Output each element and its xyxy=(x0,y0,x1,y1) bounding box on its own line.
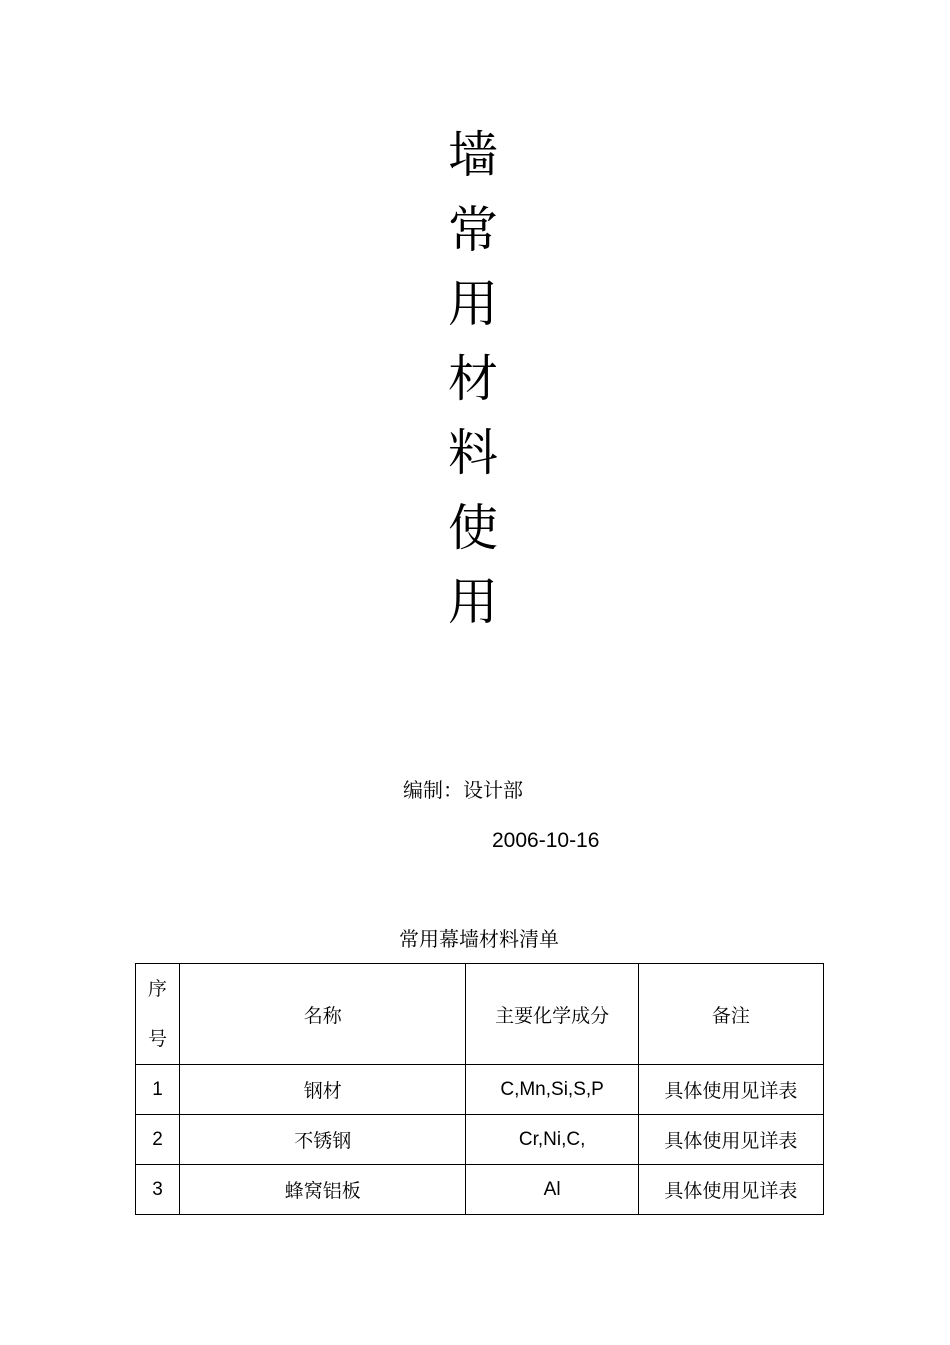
header-seq-line2: 号 xyxy=(148,1028,168,1050)
cell-name: 蜂窝铝板 xyxy=(180,1165,466,1215)
table-row xyxy=(136,1165,824,1215)
cell-note: 具体使用见详表 xyxy=(638,1165,823,1215)
header-name: 名称 xyxy=(180,964,466,1065)
compiler-line: 编制：设计部 xyxy=(403,778,523,802)
cell-chem: Cr,Ni,C, xyxy=(466,1115,638,1165)
cell-note: 具体使用见详表 xyxy=(638,1065,823,1115)
document-title xyxy=(438,118,508,640)
cell-chem: C,Mn,Si,S,P xyxy=(466,1065,638,1115)
document-date: 2006-10-16 xyxy=(492,829,600,852)
title-char: 常 xyxy=(448,200,498,259)
header-seq xyxy=(136,964,180,1065)
materials-table xyxy=(135,963,824,1215)
title-char: 用 xyxy=(448,573,498,631)
header-note: 备注 xyxy=(638,964,823,1065)
title-char: 用 xyxy=(448,275,498,333)
cell-name: 不锈钢 xyxy=(180,1115,466,1165)
table-header-row xyxy=(136,964,824,1065)
title-char: 墙 xyxy=(448,126,498,184)
table-row xyxy=(136,1115,824,1165)
table-caption: 常用幕墙材料清单 xyxy=(399,927,559,951)
header-chem: 主要化学成分 xyxy=(466,964,638,1065)
cell-note: 具体使用见详表 xyxy=(638,1115,823,1165)
table-row xyxy=(136,1065,824,1115)
title-char: 使 xyxy=(448,498,498,557)
title-char: 材 xyxy=(448,349,498,408)
cell-no: 1 xyxy=(136,1065,180,1115)
title-char: 料 xyxy=(448,424,498,482)
cell-no: 3 xyxy=(136,1165,180,1215)
cell-chem: Al xyxy=(466,1165,638,1215)
header-seq-line1: 序 xyxy=(148,978,168,1000)
cell-no: 2 xyxy=(136,1115,180,1165)
cell-name: 钢材 xyxy=(180,1065,466,1115)
